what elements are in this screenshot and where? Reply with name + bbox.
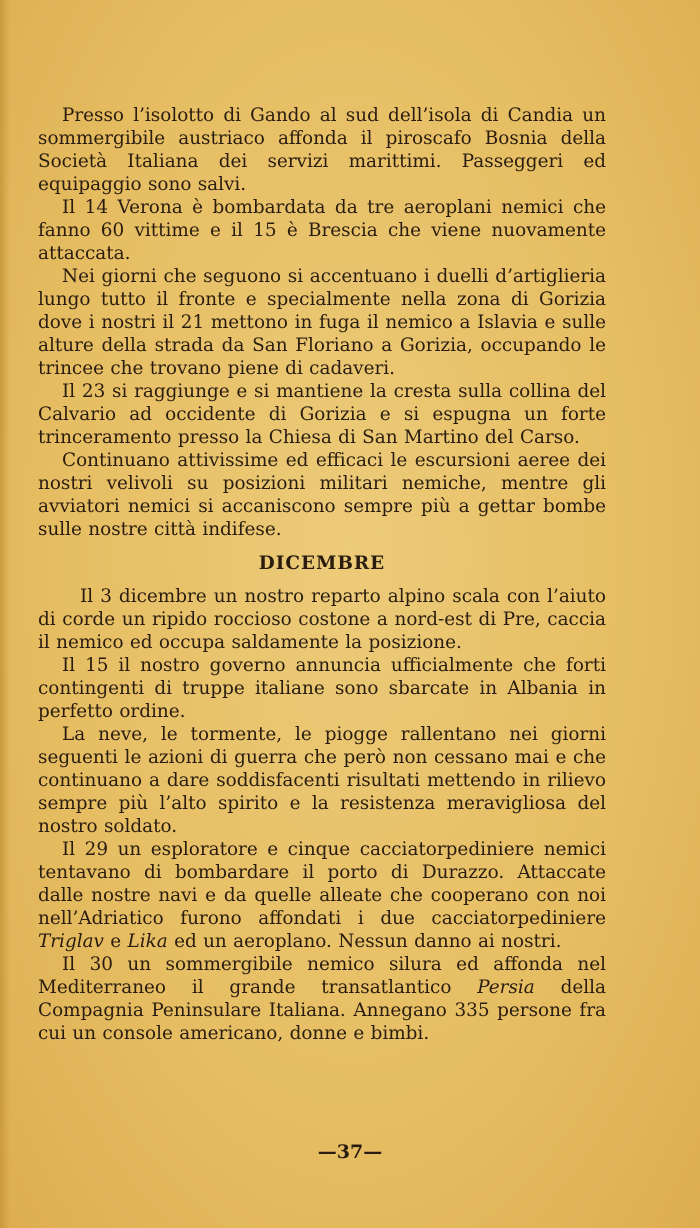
section-heading: DICEMBRE <box>258 553 386 574</box>
paragraph-persia <box>38 953 606 1045</box>
ship-name-lika: Lika <box>127 931 168 952</box>
paragraph-alpine-unit: Il 3 dicembre un nostro reparto alpino scala con l’aiuto di corde un ripido roccioso costone a nord-est di Pre, caccia il nemico ed occupa saldamente la posizione. <box>38 586 606 653</box>
paragraph-albania: Il 15 il nostro governo annuncia ufficialmente che forti contingenti di truppe italiane sono sbarcate in Albania in perfetto ordine. <box>38 655 606 722</box>
paragraph-durazzo-text-2: e <box>103 931 128 952</box>
page-number: —37— <box>317 1141 383 1163</box>
page-edge-shadow <box>0 0 10 1228</box>
paragraph-durazzo-text-3: ed un aeroplano. Nessun danno ai nostri. <box>167 931 562 952</box>
ship-name-persia: Persia <box>477 977 535 998</box>
paragraph-durazzo <box>38 838 606 953</box>
paragraph-verona: Il 14 Verona è bombardata da tre aeroplani nemici che fanno 60 vittime e il 15 è Brescia che viene nuovamente attaccata. <box>38 197 606 264</box>
paragraph-calvario: Il 23 si raggiunge e si mantiene la cresta sulla collina del Calvario ad occidente di Gorizia e si espugna un forte trinceramento presso la Chiesa di San Martino del Carso. <box>38 381 606 448</box>
ship-name-triglav: Triglav <box>38 931 104 952</box>
paragraph-persia-text-1: Il 30 un sommergibile nemico silura ed affonda nel Mediterraneo il grande transatlantico <box>38 954 606 998</box>
paragraph-weather: La neve, le tormente, le piogge rallentano nei giorni seguenti le azioni di guerra che però non cessano mai e che continuano a dare soddisfacenti risultati mettendo in rilievo sempre più l’alto spirito e la resistenza meravigliosa del nostro soldato. <box>38 724 606 837</box>
paragraph-durazzo-text-1: Il 29 un esploratore e cinque cacciatorpediniere nemici tentavano di bombardare il porto di Durazzo. Attaccate dalle nostre navi e da quelle alleate che cooperano con noi nell’Adriatico furono affondati i due cacciatorpediniere <box>38 839 606 929</box>
paragraph-persia-text-2: della Compagnia Peninsulare Italiana. Annegano 335 persone fra cui un console americano, donne e bimbi. <box>38 977 606 1044</box>
paragraph-air-raids: Continuano attivissime ed efficaci le escursioni aeree dei nostri velivoli su posizioni militari nemiche, mentre gli avviatori nemici si accaniscono sempre più a gettar bombe sulle nostre città indifese. <box>38 450 606 540</box>
page-body <box>38 104 606 1045</box>
paragraph-gorizia-duels: Nei giorni che seguono si accentuano i duelli d’artiglieria lungo tutto il fronte e specialmente nella zona di Gorizia dove i nostri il 21 mettono in fuga il nemico a Islavia e sulle alture della strada da San Floriano a Gorizia, occupando le trincee che trovano piene di cadaveri. <box>38 266 606 379</box>
paragraph-gando: Presso l’isolotto di Gando al sud dell’isola di Candia un sommergibile austriaco affonda il piroscafo Bosnia della Società Italiana dei servizi marittimi. Passeggeri ed equipaggio sono salvi. <box>38 105 606 195</box>
